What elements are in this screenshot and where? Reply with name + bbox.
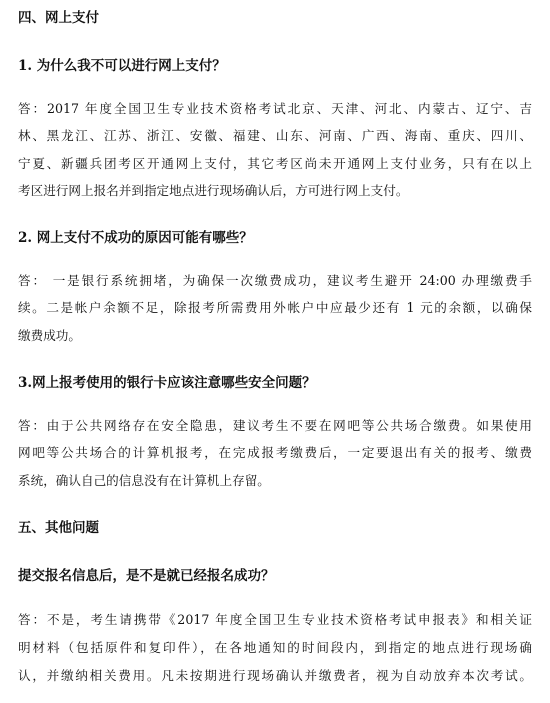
answer-2-line-2: 续。二是帐户余额不足，除报考所需费用外帐户中应最少还有 1 元的余额，以确保 (18, 300, 532, 315)
answer-4-line-2: 明材料（包括原件和复印件），在各地通知的时间段内，到指定的地点进行现场确 (18, 640, 532, 655)
answer-3-line-3: 系统，确认自己的信息没有在计算机上存留。 (18, 473, 270, 488)
question-4-title: 提交报名信息后，是不是就已经报名成功？ (18, 568, 275, 584)
answer-1-line-4: 考区进行网上报名并到指定地点进行现场确认后，方可进行网上支付。 (18, 183, 409, 198)
answer-4-line-1: 答：不是，考生请携带《2017 年度全国卫生专业技术资格考试申报表》和相关证 (18, 612, 532, 627)
answer-2-line-1: 答： 一是银行系统拥堵，为确保一次缴费成功，建议考生避开 24:00 办理缴费手 (18, 273, 532, 288)
section-heading-other-questions: 五、其他问题 (18, 520, 99, 536)
answer-1-line-2: 林、黑龙江、江苏、浙江、安徽、福建、山东、河南、广西、海南、重庆、四川、 (18, 128, 532, 143)
question-2-title: 2. 网上支付不成功的原因可能有哪些？ (18, 230, 253, 246)
answer-3-line-2: 网吧等公共场合的计算机报考，在完成报考缴费后，一定要退出有关的报考、缴费 (18, 445, 532, 460)
question-3-title: 3.网上报考使用的银行卡应该注意哪些安全问题？ (18, 375, 316, 391)
answer-4-line-3: 认，并缴纳相关费用。凡未按期进行现场确认并缴费者，视为自动放弃本次考试。 (18, 668, 532, 683)
answer-2-line-3: 缴费成功。 (18, 328, 81, 343)
question-1-title: 1. 为什么我不可以进行网上支付？ (18, 58, 226, 74)
answer-1-line-1: 答：2017 年度全国卫生专业技术资格考试北京、天津、河北、内蒙古、辽宁、吉 (18, 101, 532, 116)
answer-3-line-1: 答：由于公共网络存在安全隐患，建议考生不要在网吧等公共场合缴费。如果使用 (18, 418, 532, 433)
answer-1-line-3: 宁夏、新疆兵团考区开通网上支付，其它考区尚未开通网上支付业务，只有在以上 (18, 156, 532, 171)
section-heading-online-payment: 四、网上支付 (18, 10, 99, 26)
